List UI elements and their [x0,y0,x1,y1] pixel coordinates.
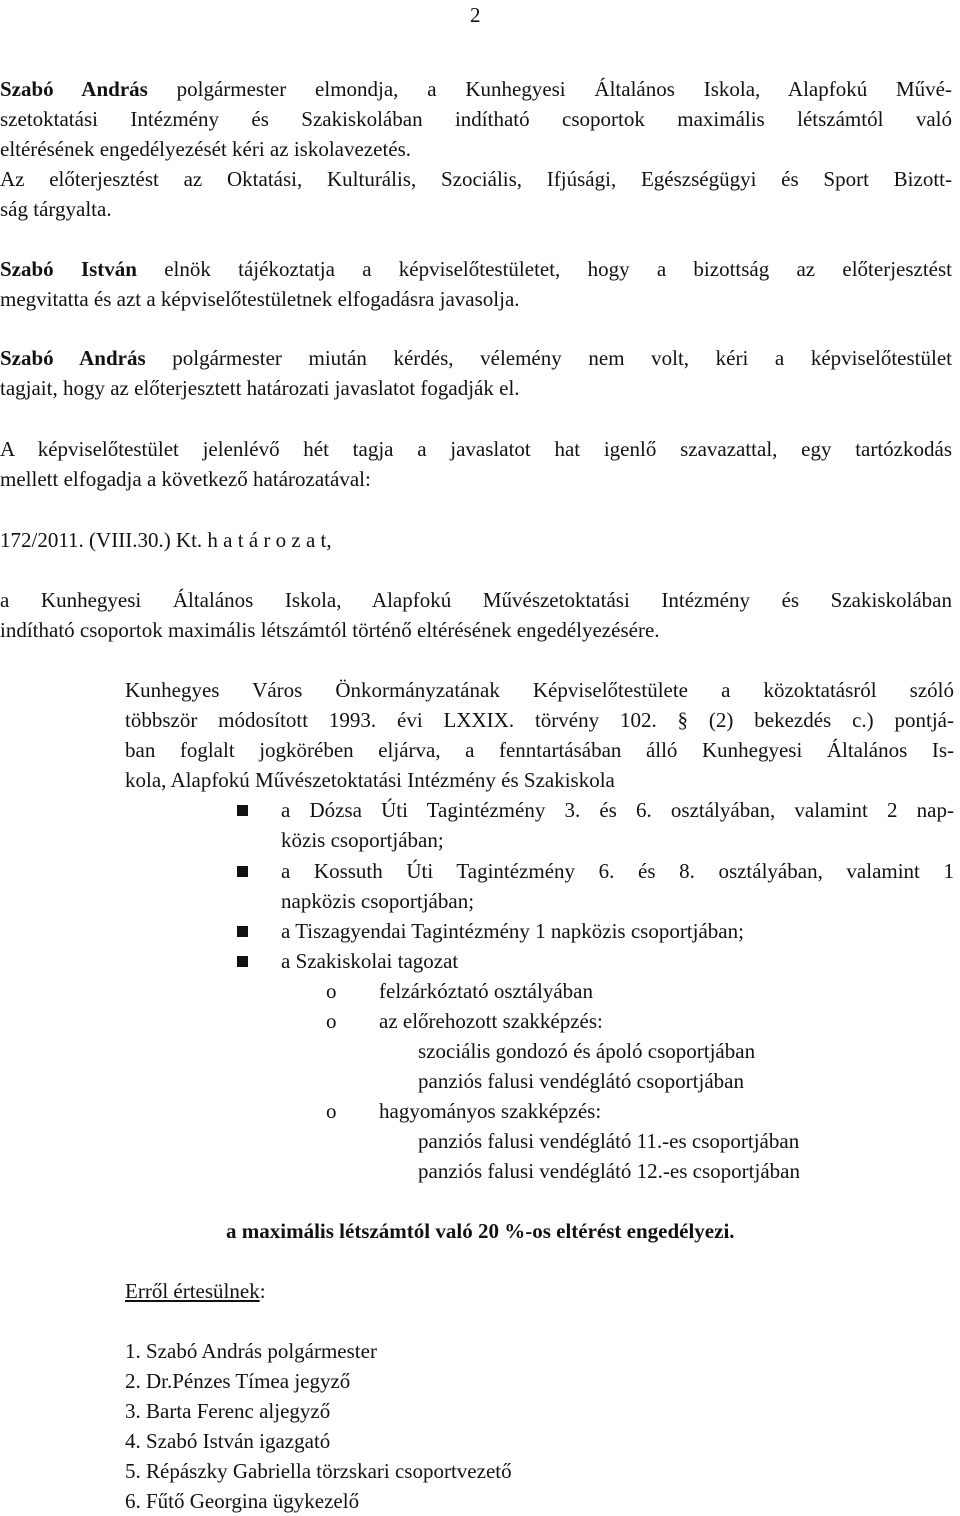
resolution-body-line-2: többször módosított 1993. évi LXXIX. törvény 102. § (2) bekezdés c.) pontjá- [125,708,954,732]
sub-item-2-a: szociális gondozó és ápoló csoportjában [418,1039,756,1063]
paragraph-3-line-2: tagjait, hogy az előterjesztett határozati javaslatot fogadják el. [0,376,520,400]
recipient-6: 6. Fűtő Georgina ügykezelő [125,1489,360,1513]
sub-item-2-b: panziós falusi vendéglátó csoportjában [418,1069,744,1093]
square-bullet-icon [237,956,248,967]
speaker-name: Szabó István [0,257,137,281]
sub-item-1: felzárkóztató osztályában [379,979,593,1003]
bullet-1-line-2: közis csoportjában; [281,828,444,852]
paragraph-1-line-3: eltérésének engedélyezését kéri az iskolavezetés. [0,137,412,161]
circle-bullet-icon: o [326,979,337,1003]
resolution-body-line-3: ban foglalt jogkörében eljárva, a fenntartásában álló Kunhegyesi Általános Is- [125,738,954,762]
paragraph-1-line-1: Szabó András polgármester elmondja, a Kunhegyesi Általános Iskola, Alapfokú Művé- [0,77,952,101]
speaker-name: Szabó András [0,346,146,370]
bullet-1-line-1: a Dózsa Úti Tagintézmény 3. és 6. osztályában, valamint 2 nap- [281,798,954,822]
bullet-2-line-1: a Kossuth Úti Tagintézmény 6. és 8. osztályában, valamint 1 [281,859,954,883]
sub-item-3: hagyományos szakképzés: [379,1099,602,1123]
speaker-name: Szabó András [0,77,148,101]
paragraph-1-line-5: ság tárgyalta. [0,197,112,221]
sub-item-3-b: panziós falusi vendéglátó 12.-es csoportjában [418,1159,800,1183]
resolution-number: 172/2011. (VIII.30.) Kt. h a t á r o z a t, [0,528,332,552]
recipient-3: 3. Barta Ferenc aljegyző [125,1399,331,1423]
bullet-4: a Szakiskolai tagozat [281,949,459,973]
paragraph-1-line-2: szetoktatási Intézmény és Szakiskolában indítható csoportok maximális létszámtól való [0,107,952,131]
notify-heading: Erről értesülnek: [125,1279,266,1303]
bullet-2-line-2: napközis csoportjában; [281,889,475,913]
recipient-2: 2. Dr.Pénzes Tímea jegyző [125,1369,351,1393]
recipient-4: 4. Szabó István igazgató [125,1429,331,1453]
bullet-3: a Tiszagyendai Tagintézmény 1 napközis csoportjában; [281,919,744,943]
sub-item-3-a: panziós falusi vendéglátó 11.-es csoportjában [418,1129,800,1153]
recipient-5: 5. Répászky Gabriella törzskari csoportvezető [125,1459,512,1483]
paragraph-2-line-2: megvitatta és azt a képviselőtestületnek elfogadásra javasolja. [0,287,520,311]
paragraph-1-line-4: Az előterjesztést az Oktatási, Kulturális, Szociális, Ifjúsági, Egészségügyi és Sport Bizott- [0,167,952,191]
circle-bullet-icon: o [326,1099,337,1123]
recipient-1: 1. Szabó András polgármester [125,1339,377,1363]
resolution-subject-line-2: indítható csoportok maximális létszámtól történő eltérésének engedélyezésére. [0,618,660,642]
square-bullet-icon [237,926,248,937]
resolution-subject-line-1: a Kunhegyesi Általános Iskola, Alapfokú Művészetoktatási Intézmény és Szakiskolában [0,588,952,612]
resolution-body-line-1: Kunhegyes Város Önkormányzatának Képviselőtestülete a közoktatásról szóló [125,678,954,702]
square-bullet-icon [237,805,248,816]
sub-item-2: az előrehozott szakképzés: [379,1009,603,1033]
paragraph-4-line-2: mellett elfogadja a következő határozatával: [0,467,371,491]
paragraph-2-line-1: Szabó István elnök tájékoztatja a képviselőtestületet, hogy a bizottság az előterjesztést [0,257,953,281]
circle-bullet-icon: o [326,1009,337,1033]
paragraph-3-line-1: Szabó András polgármester miután kérdés, vélemény nem volt, kéri a képviselőtestület [0,346,952,370]
conclusion: a maximális létszámtól való 20 %-os eltérést engedélyezi. [226,1219,735,1243]
page-number: 2 [470,3,481,27]
square-bullet-icon [237,866,248,877]
resolution-body-line-4: kola, Alapfokú Művészetoktatási Intézmény és Szakiskola [125,768,615,792]
paragraph-4-line-1: A képviselőtestület jelenlévő hét tagja a javaslatot hat igenlő szavazattal, egy tartózkodás [0,437,952,461]
